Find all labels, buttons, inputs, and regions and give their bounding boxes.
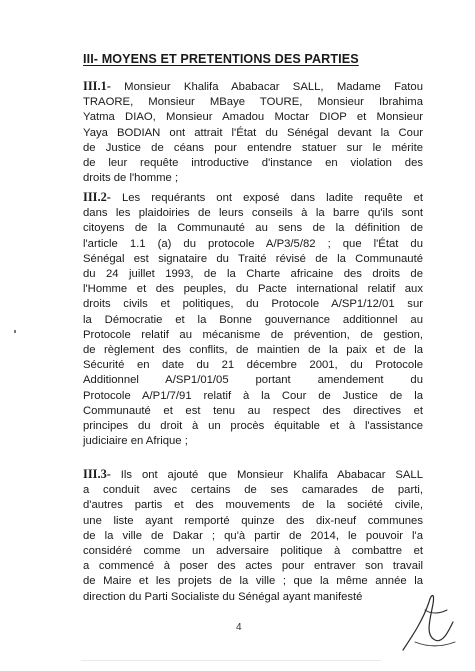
paragraph-line: Sécurité en date du 21 décembre 2001, du Protocole [83,359,423,372]
paragraph-line [83,79,423,95]
paragraph-line: droits civils et politiques, du Protocole A/SP1/12/01 sur [83,298,423,311]
paragraph-line: a conduit avec certains de ses camarades de parti, [83,484,423,497]
paragraph-line: direction du Parti Socialiste du Sénégal ayant manifesté [83,590,363,603]
paragraph-line: citoyens de la Communauté au sens de la définition de [83,222,423,235]
paragraph-line [83,190,423,206]
paragraph-line: de la ville de Dakar ; qu'à partir de 2014, le pouvoir l'a [83,529,423,542]
paragraph-line: Additionnel A/SP1/01/05 portant amendement du [83,374,423,387]
paragraph-line: de leur requête introductive d'instance en violation des [83,157,423,170]
paragraph-number: III.1- [83,79,111,93]
paragraph-text: Ils ont ajouté que Monsieur Khalifa Ababacar SALL [110,469,423,481]
paragraph-line: l'article 1.1 (a) du protocole A/P3/5/82 ; que l'État du [83,237,423,250]
paragraph-line: considéré comme un adversaire politique à combattre et [83,545,423,558]
paragraph-line: droits de l'homme ; [83,172,179,185]
paragraph-line: TRAORE, Monsieur MBaye TOURE, Monsieur Ibrahima [83,96,423,109]
paragraph-line: a commencé à poser des actes pour entraver son travail [83,560,423,573]
section-title: III- MOYENS ET PRETENTIONS DES PARTIES [83,52,359,66]
paragraph-iii-2 [83,190,423,449]
paragraph-line: de règlement des conflits, de maintien de la paix et de la [83,344,423,357]
page-number: 4 [236,622,242,633]
paragraph-line: principes du droit à un procès équitable et à l'assistance [83,420,423,433]
paragraph-iii-1 [83,79,423,186]
paragraph-line: Yatma DIAO, Monsieur Amadou Moctar DIOP et Monsieur [83,111,423,124]
paragraph-line: Sénégal est signataire du Traité révisé de la Communauté [83,252,423,265]
paragraph-line: Protocole relatif au mécanisme de prévention, de gestion, [83,328,423,341]
paragraph-text: Monsieur Khalifa Ababacar SALL, Madame Fatou [110,81,423,93]
paragraph-line: d'autres partis et des mouvements de la société civile, [83,499,423,512]
paragraph-text: Les requérants ont exposé dans ladite requête et [110,192,423,204]
paragraph-line: de Maire et les projets de la ville ; que la même année la [83,575,423,588]
footer-rule [81,660,381,661]
paragraph-line: une liste ayant remporté quinze des dix-neuf communes [83,514,423,527]
paragraph-iii-3 [83,467,423,605]
handwritten-signature-icon [395,580,465,660]
paragraph-line: Yaya BODIAN ont attrait l'État du Sénégal devant la Cour [83,126,423,139]
paragraph-line [83,467,423,483]
paragraph-line: Communauté et est tenu au respect des directives et [83,404,423,417]
paragraph-number: III.2- [83,190,111,204]
paragraph-line: du 24 juillet 1993, de la Charte africaine des droits de [83,268,423,281]
paragraph-line: dans les plaidoiries de leurs conseils à la barre qu'ils sont [83,207,423,220]
paragraph-number: III.3- [83,467,111,481]
paragraph-line: la Démocratie et la Bonne gouvernance additionnel au [83,313,423,326]
paragraph-line: judiciaire en Afrique ; [83,435,188,448]
margin-mark [14,330,16,333]
paragraph-line: Protocole A/P1/7/91 relatif à la Cour de Justice de la [83,389,423,402]
paragraph-line: de Justice de céans pour entendre statuer sur le mérite [83,141,423,154]
paragraph-line: l'Homme et des peuples, du Pacte international relatif aux [83,283,423,296]
